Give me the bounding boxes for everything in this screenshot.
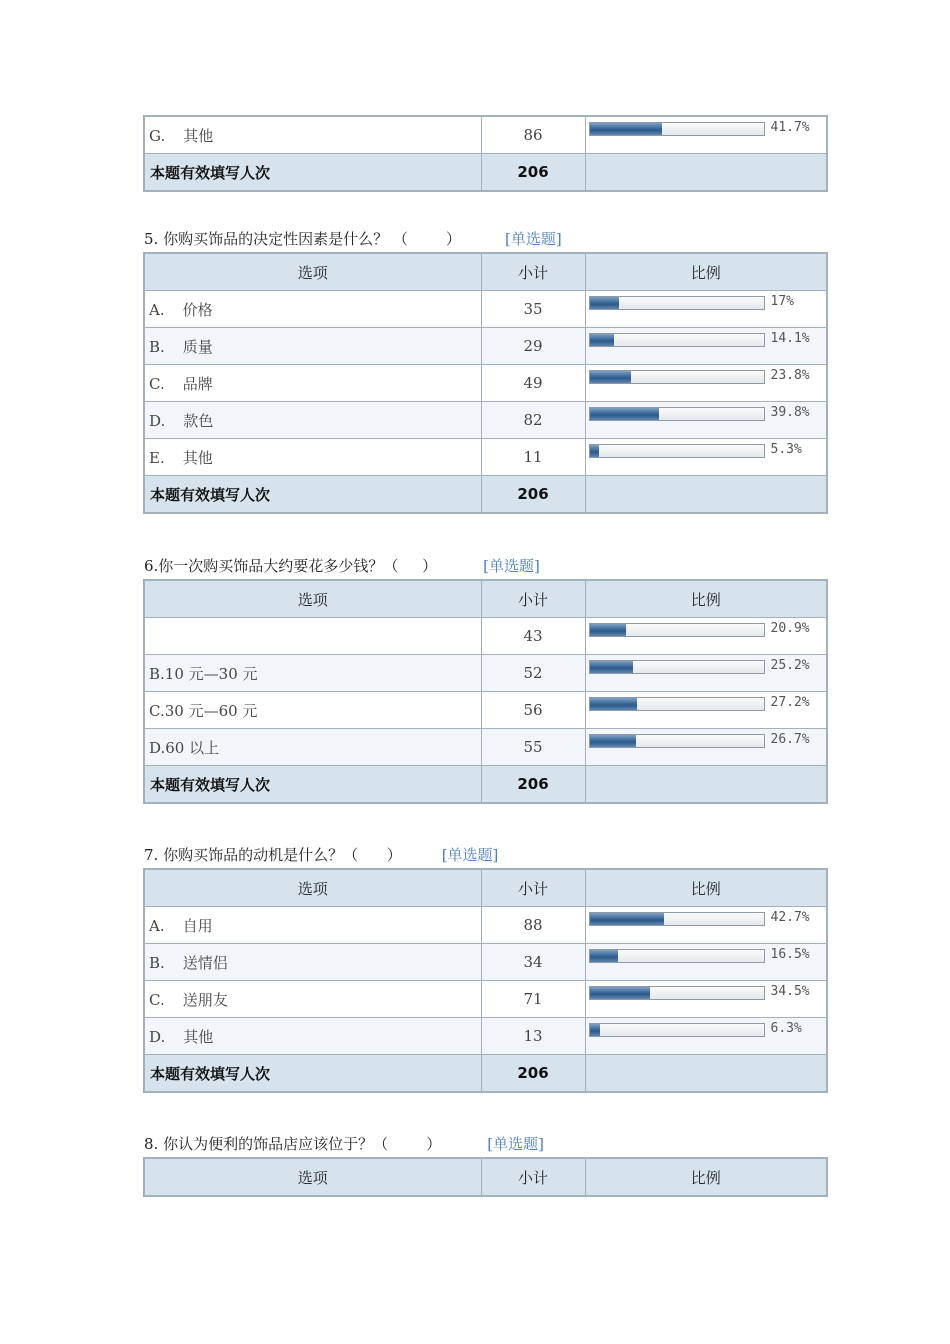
progress-fill	[590, 913, 664, 925]
total-empty	[585, 1055, 827, 1093]
progress-bar	[589, 296, 765, 310]
percent-cell	[585, 618, 827, 655]
percent-cell	[585, 692, 827, 729]
percent-text: 23.8%	[770, 368, 810, 383]
count-cell: 43	[481, 618, 585, 655]
question-type-tag[interactable]: [单选题]	[505, 230, 562, 248]
header-count: 小计	[481, 1158, 585, 1196]
header-count: 小计	[481, 869, 585, 907]
option-cell: B. 送情侣	[144, 944, 481, 981]
progress-fill	[590, 445, 599, 457]
table-row	[144, 944, 827, 981]
progress-fill	[590, 661, 634, 673]
count-cell: 88	[481, 907, 585, 944]
question-4-tail	[143, 115, 828, 192]
total-count: 206	[481, 154, 585, 192]
progress-bar	[589, 444, 765, 458]
table-row	[144, 655, 827, 692]
count-cell: 13	[481, 1018, 585, 1055]
question-type-tag[interactable]: [单选题]	[487, 1135, 544, 1153]
question-8-block	[143, 1157, 828, 1197]
total-row	[144, 766, 827, 804]
total-empty	[585, 154, 827, 192]
count-cell: 56	[481, 692, 585, 729]
percent-cell	[585, 907, 827, 944]
header-percent: 比例	[585, 253, 827, 291]
percent-text: 25.2%	[770, 658, 810, 673]
table-row	[144, 402, 827, 439]
question-7-title: 7. 你购买饰品的动机是什么？（ ） [单选题]	[144, 846, 499, 864]
table-row	[144, 365, 827, 402]
total-count: 206	[481, 476, 585, 514]
count-cell: 82	[481, 402, 585, 439]
total-row	[144, 476, 827, 514]
percent-text: 17%	[770, 294, 794, 309]
percent-text: 27.2%	[770, 695, 810, 710]
table-row	[144, 439, 827, 476]
question-type-tag[interactable]: [单选题]	[483, 557, 540, 575]
percent-cell	[585, 365, 827, 402]
table-row	[144, 328, 827, 365]
progress-bar	[589, 407, 765, 421]
results-table	[143, 252, 828, 514]
total-row	[144, 1055, 827, 1093]
total-label: 本题有效填写人次	[144, 476, 481, 514]
total-row	[144, 154, 827, 192]
question-7-block	[143, 868, 828, 1093]
percent-text: 42.7%	[770, 910, 810, 925]
header-count: 小计	[481, 580, 585, 618]
percent-cell	[585, 402, 827, 439]
progress-fill	[590, 334, 615, 346]
percent-cell	[585, 944, 827, 981]
option-cell: C. 品牌	[144, 365, 481, 402]
header-option: 选项	[144, 253, 481, 291]
header-option: 选项	[144, 580, 481, 618]
total-label: 本题有效填写人次	[144, 154, 481, 192]
total-empty	[585, 766, 827, 804]
count-cell: 35	[481, 291, 585, 328]
header-row	[144, 869, 827, 907]
table-row	[144, 1018, 827, 1055]
progress-bar	[589, 986, 765, 1000]
option-cell: E. 其他	[144, 439, 481, 476]
results-table	[143, 115, 828, 192]
table-row	[144, 907, 827, 944]
percent-text: 20.9%	[770, 621, 810, 636]
option-cell: A. 价格	[144, 291, 481, 328]
option-cell: G. 其他	[144, 116, 481, 154]
percent-text: 14.1%	[770, 331, 810, 346]
table-row	[144, 116, 827, 154]
progress-bar	[589, 333, 765, 347]
percent-cell	[585, 328, 827, 365]
progress-bar	[589, 1023, 765, 1037]
progress-bar	[589, 122, 765, 136]
total-label: 本题有效填写人次	[144, 766, 481, 804]
table-row	[144, 618, 827, 655]
question-type-tag[interactable]: [单选题]	[441, 846, 499, 864]
progress-bar	[589, 734, 765, 748]
total-count: 206	[481, 1055, 585, 1093]
question-6-block	[143, 579, 828, 804]
table-row	[144, 729, 827, 766]
count-cell: 49	[481, 365, 585, 402]
percent-text: 26.7%	[770, 732, 810, 747]
percent-text: 5.3%	[770, 442, 802, 457]
count-cell: 55	[481, 729, 585, 766]
question-8-title: 8. 你认为便利的饰品店应该位于？（ ） [单选题]	[144, 1135, 544, 1153]
option-cell: A. 自用	[144, 907, 481, 944]
results-table	[143, 868, 828, 1093]
progress-bar	[589, 949, 765, 963]
percent-cell	[585, 981, 827, 1018]
table-row	[144, 692, 827, 729]
option-cell: C.30 元—60 元	[144, 692, 481, 729]
progress-bar	[589, 623, 765, 637]
percent-cell	[585, 729, 827, 766]
header-percent: 比例	[585, 580, 827, 618]
progress-fill	[590, 624, 626, 636]
progress-fill	[590, 123, 663, 135]
option-cell	[144, 618, 481, 655]
header-percent: 比例	[585, 1158, 827, 1196]
option-cell: D. 其他	[144, 1018, 481, 1055]
header-percent: 比例	[585, 869, 827, 907]
progress-fill	[590, 735, 636, 747]
option-cell: C. 送朋友	[144, 981, 481, 1018]
option-cell: B.10 元—30 元	[144, 655, 481, 692]
total-label: 本题有效填写人次	[144, 1055, 481, 1093]
count-cell: 29	[481, 328, 585, 365]
progress-bar	[589, 697, 765, 711]
question-5-block	[143, 252, 828, 514]
percent-text: 16.5%	[770, 947, 810, 962]
progress-bar	[589, 912, 765, 926]
progress-fill	[590, 950, 619, 962]
header-row	[144, 580, 827, 618]
progress-bar	[589, 370, 765, 384]
percent-cell	[585, 439, 827, 476]
percent-text: 41.7%	[770, 120, 810, 135]
progress-fill	[590, 297, 620, 309]
question-6-title: 6.你一次购买饰品大约要花多少钱？（ ） [单选题]	[144, 557, 540, 575]
count-cell: 52	[481, 655, 585, 692]
count-cell: 86	[481, 116, 585, 154]
percent-cell	[585, 655, 827, 692]
header-option: 选项	[144, 1158, 481, 1196]
percent-cell	[585, 1018, 827, 1055]
progress-bar	[589, 660, 765, 674]
total-empty	[585, 476, 827, 514]
progress-fill	[590, 1024, 601, 1036]
results-table	[143, 579, 828, 804]
option-cell: D.60 以上	[144, 729, 481, 766]
count-cell: 11	[481, 439, 585, 476]
results-table	[143, 1157, 828, 1197]
percent-text: 39.8%	[770, 405, 810, 420]
question-5-title: 5. 你购买饰品的决定性因素是什么？ （ ） [单选题]	[144, 230, 562, 248]
progress-fill	[590, 698, 637, 710]
percent-text: 6.3%	[770, 1021, 802, 1036]
count-cell: 71	[481, 981, 585, 1018]
option-cell: D. 款色	[144, 402, 481, 439]
percent-cell	[585, 116, 827, 154]
header-option: 选项	[144, 869, 481, 907]
count-cell: 34	[481, 944, 585, 981]
percent-cell	[585, 291, 827, 328]
percent-text: 34.5%	[770, 984, 810, 999]
table-row	[144, 981, 827, 1018]
header-count: 小计	[481, 253, 585, 291]
progress-fill	[590, 408, 659, 420]
progress-fill	[590, 987, 650, 999]
progress-fill	[590, 371, 631, 383]
header-row	[144, 253, 827, 291]
table-row	[144, 291, 827, 328]
total-count: 206	[481, 766, 585, 804]
header-row	[144, 1158, 827, 1196]
option-cell: B. 质量	[144, 328, 481, 365]
